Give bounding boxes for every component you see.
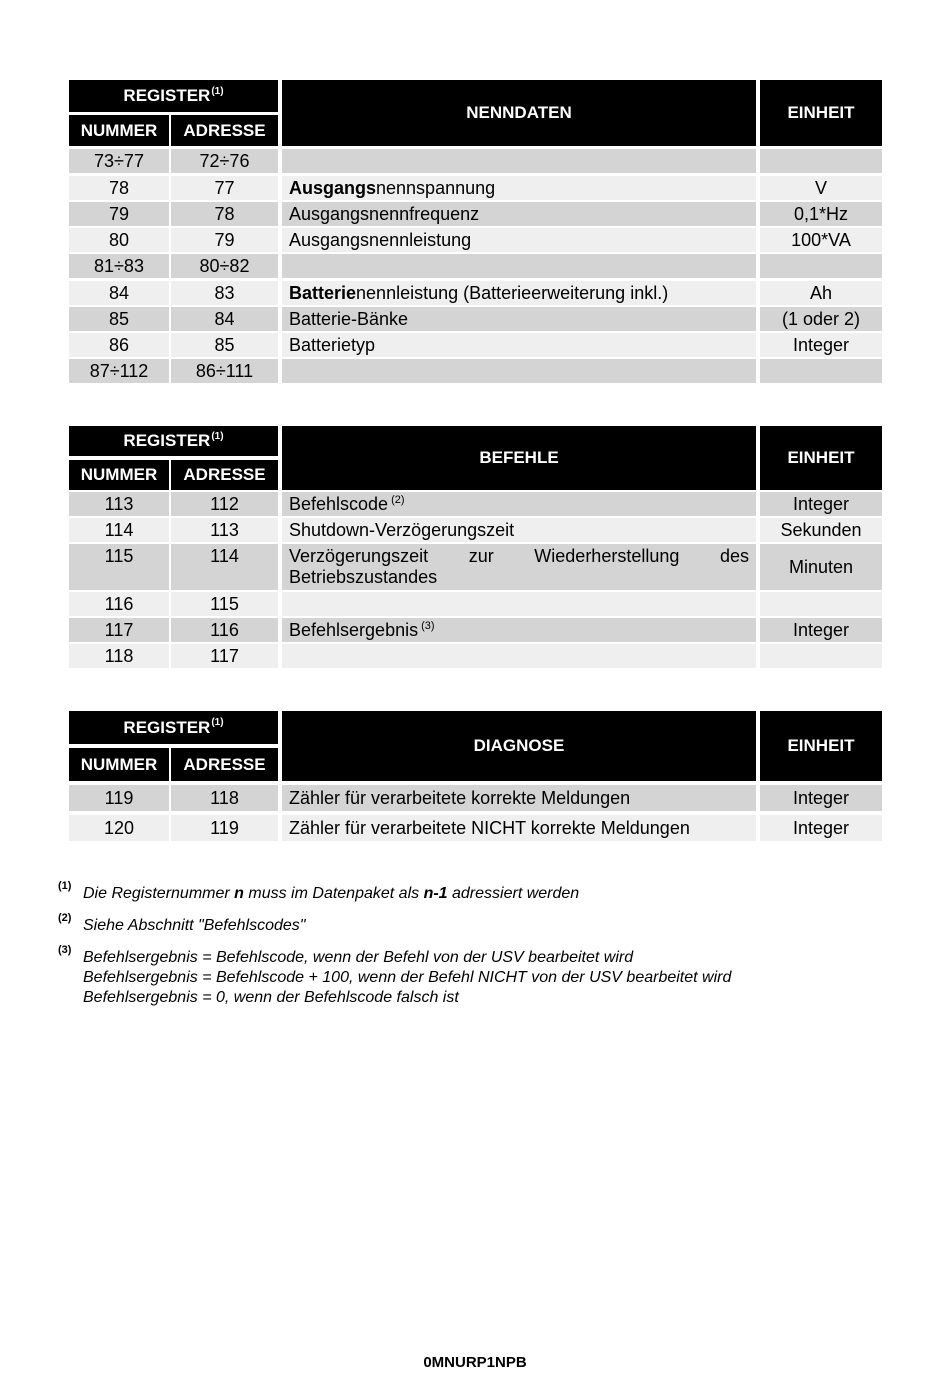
register-address xyxy=(171,785,278,811)
unit xyxy=(760,785,882,811)
description xyxy=(282,815,756,841)
register-address-text: 119 xyxy=(210,817,239,838)
register-address-text: 80÷82 xyxy=(199,255,250,276)
description-text: Zähler für verarbeitete korrekte Meldungen xyxy=(289,787,631,808)
register-number xyxy=(69,518,169,542)
register-address-text: 78 xyxy=(214,203,235,224)
footnote-reference: (3) xyxy=(421,620,435,632)
register-number xyxy=(69,618,169,642)
register-address-text: 83 xyxy=(214,282,235,303)
einheit-label: EINHEIT xyxy=(787,103,855,122)
register-address-text: 86÷111 xyxy=(195,360,254,381)
adresse-label: ADRESSE xyxy=(183,120,266,140)
unit xyxy=(760,492,882,516)
unit-text: Integer xyxy=(792,817,850,838)
register-number-text: 87÷112 xyxy=(89,360,149,381)
register-number xyxy=(69,592,169,616)
footnote-mark: (2) xyxy=(58,912,72,924)
description xyxy=(282,518,756,542)
register-address xyxy=(171,644,278,668)
description-text: Shutdown-Verzögerungszeit xyxy=(289,519,515,540)
register-address xyxy=(171,815,278,841)
adresse-header xyxy=(171,748,278,781)
description: Verzögerungszeit zur Wiederherstellung des Betriebszustandes xyxy=(282,544,756,590)
nummer-header xyxy=(69,115,169,146)
register-header xyxy=(69,426,278,456)
register-footnote-mark: (1) xyxy=(211,430,224,442)
adresse-header xyxy=(171,115,278,146)
unit xyxy=(760,644,882,668)
unit xyxy=(760,228,882,252)
description-text: Befehlscode xyxy=(289,493,389,514)
register-number-text: 114 xyxy=(104,519,134,540)
unit-text: Minuten xyxy=(788,556,854,577)
register-number-text: 113 xyxy=(104,493,134,514)
register-number-text: 84 xyxy=(108,282,130,303)
register-address-text: 79 xyxy=(214,229,235,250)
register-address-text: 116 xyxy=(210,619,239,640)
unit xyxy=(760,333,882,357)
register-number xyxy=(69,254,169,278)
register-address-text: 118 xyxy=(210,787,239,808)
register-address xyxy=(171,228,278,252)
register-address xyxy=(171,202,278,226)
einheit-header xyxy=(760,80,882,146)
description xyxy=(282,785,756,811)
footnote-text: Siehe Abschnitt "Befehlscodes" xyxy=(83,917,306,934)
register-header xyxy=(69,711,278,744)
register-address xyxy=(171,281,278,305)
register-address xyxy=(171,592,278,616)
footnote-text: adressiert werden xyxy=(447,885,580,902)
unit xyxy=(760,202,882,226)
register-address xyxy=(171,544,278,590)
description-emphasis: Batterie xyxy=(289,282,357,303)
register-number xyxy=(69,785,169,811)
unit-text: Integer xyxy=(792,619,850,640)
footnotes xyxy=(58,880,878,1016)
description xyxy=(282,228,756,252)
table-row xyxy=(69,544,882,590)
register-address-text: 85 xyxy=(214,334,235,355)
register-address xyxy=(171,518,278,542)
unit-text: Sekunden xyxy=(780,519,862,540)
register-number-text: 81÷83 xyxy=(94,255,144,276)
register-number xyxy=(69,281,169,305)
table-row xyxy=(69,785,882,811)
description xyxy=(282,202,756,226)
unit xyxy=(760,176,882,200)
table-row xyxy=(69,281,882,305)
description xyxy=(282,644,756,668)
register-address xyxy=(171,176,278,200)
footnote-text: muss im Datenpaket als xyxy=(243,885,424,902)
unit-text: V xyxy=(814,177,827,198)
register-address-text: 84 xyxy=(214,308,235,329)
document-code: 0MNURP1NPB xyxy=(423,1354,527,1371)
register-number xyxy=(69,307,169,331)
register-label: REGISTER xyxy=(123,86,211,105)
register-label: REGISTER xyxy=(123,431,211,450)
footnote-text: Befehlsergebnis = Befehlscode, wenn der Befehl von der USV bearbeitet wird xyxy=(83,949,634,966)
unit xyxy=(760,592,882,616)
table-row xyxy=(69,149,882,173)
register-number-text: 78 xyxy=(108,177,130,198)
footnote-reference: (2) xyxy=(391,494,405,506)
nummer-label: NUMMER xyxy=(80,120,158,140)
adresse-label: ADRESSE xyxy=(183,754,266,774)
register-number xyxy=(69,149,169,173)
table-row xyxy=(69,618,882,642)
register-number xyxy=(69,359,169,383)
description-text: Befehlsergebnis xyxy=(289,619,419,640)
register-number-text: 115 xyxy=(104,546,134,566)
einheit-header xyxy=(760,426,882,490)
register-address xyxy=(171,333,278,357)
table-row xyxy=(69,307,882,331)
footnote-3 xyxy=(58,944,878,1008)
register-address xyxy=(171,307,278,331)
description-text: nennspannung xyxy=(376,177,496,198)
befehle-label: BEFEHLE xyxy=(479,448,559,467)
register-footnote-mark: (1) xyxy=(211,85,224,97)
register-address-text: 114 xyxy=(210,546,239,566)
description-text: Ausgangsnennleistung xyxy=(289,229,472,250)
description xyxy=(282,592,756,616)
footnote-mark: (3) xyxy=(58,944,72,956)
unit xyxy=(760,281,882,305)
diagnose-header xyxy=(282,711,756,781)
register-number xyxy=(69,644,169,668)
register-number-text: 80 xyxy=(108,229,130,250)
nummer-header xyxy=(69,748,169,781)
unit xyxy=(760,518,882,542)
table-row xyxy=(69,333,882,357)
register-number xyxy=(69,333,169,357)
nummer-label: NUMMER xyxy=(80,465,158,484)
register-number xyxy=(69,176,169,200)
description xyxy=(282,176,756,200)
register-number xyxy=(69,544,169,590)
register-number xyxy=(69,202,169,226)
nummer-label: NUMMER xyxy=(80,754,158,774)
register-address xyxy=(171,492,278,516)
register-address-text: 72÷76 xyxy=(199,150,250,171)
nenndaten-header xyxy=(282,80,756,146)
table-row xyxy=(69,254,882,278)
register-address xyxy=(171,149,278,173)
unit-text: Ah xyxy=(809,282,833,303)
einheit-header xyxy=(760,711,882,781)
table-row xyxy=(69,592,882,616)
description-text: nennleistung (Batterieerweiterung inkl.) xyxy=(356,282,669,303)
register-address-text: 117 xyxy=(210,645,239,666)
footnote-1 xyxy=(58,880,878,904)
table-row xyxy=(69,176,882,200)
description xyxy=(282,254,756,278)
befehle-header xyxy=(282,426,756,490)
register-label: REGISTER xyxy=(123,717,211,737)
table-row xyxy=(69,644,882,668)
footnote-text: Befehlsergebnis = Befehlscode + 100, wenn der Befehl NICHT von der USV bearbeitet wird xyxy=(83,969,732,986)
unit xyxy=(760,149,882,173)
einheit-label: EINHEIT xyxy=(787,736,855,755)
table-row xyxy=(69,228,882,252)
description xyxy=(282,149,756,173)
register-number-text: 120 xyxy=(103,817,135,838)
register-number-text: 86 xyxy=(108,334,130,355)
register-address xyxy=(171,359,278,383)
table-row xyxy=(69,518,882,542)
nummer-header xyxy=(69,460,169,490)
register-address xyxy=(171,254,278,278)
table-row xyxy=(69,492,882,516)
unit-text: Integer xyxy=(792,334,850,355)
unit xyxy=(760,254,882,278)
description-emphasis: Ausgangs xyxy=(289,177,377,198)
unit xyxy=(760,815,882,841)
register-number-text: 117 xyxy=(104,619,134,640)
footnote-emphasis: n xyxy=(234,885,244,902)
register-number-text: 118 xyxy=(104,645,134,666)
register-number-text: 73÷77 xyxy=(94,150,144,171)
table-row xyxy=(69,359,882,383)
unit xyxy=(760,307,882,331)
table-row xyxy=(69,815,882,841)
footnote-text: Die Registernummer xyxy=(83,885,235,902)
description xyxy=(282,307,756,331)
footnote-mark: (1) xyxy=(58,880,72,892)
unit xyxy=(760,359,882,383)
unit xyxy=(760,618,882,642)
einheit-label: EINHEIT xyxy=(787,448,855,467)
nenndaten-label: NENNDATEN xyxy=(466,103,572,122)
register-number-text: 116 xyxy=(104,593,134,614)
unit-text: (1 oder 2) xyxy=(781,308,861,329)
register-address-text: 112 xyxy=(210,493,239,514)
description xyxy=(282,281,756,305)
footnote-2 xyxy=(58,912,878,936)
unit xyxy=(760,544,882,590)
description-text: Ausgangsnennfrequenz xyxy=(289,203,480,224)
register-number-text: 119 xyxy=(104,787,134,808)
unit-text: Integer xyxy=(792,787,850,808)
register-footnote-mark: (1) xyxy=(211,717,224,728)
description xyxy=(282,492,756,516)
register-header xyxy=(69,80,278,112)
unit-text: 0,1*Hz xyxy=(793,203,849,224)
description xyxy=(282,618,756,642)
register-number xyxy=(69,492,169,516)
description-text: Batterie-Bänke xyxy=(289,308,409,329)
register-number xyxy=(69,228,169,252)
adresse-label: ADRESSE xyxy=(183,465,266,484)
description-text: Batterietyp xyxy=(289,334,376,355)
register-address-text: 113 xyxy=(210,519,239,540)
description xyxy=(282,333,756,357)
register-address xyxy=(171,618,278,642)
footnote-emphasis: n-1 xyxy=(423,885,448,902)
register-number-text: 79 xyxy=(108,203,130,224)
register-number xyxy=(69,815,169,841)
adresse-header xyxy=(171,460,278,490)
diagnose-label: DIAGNOSE xyxy=(473,736,565,755)
table-row xyxy=(69,202,882,226)
unit-text: 100*VA xyxy=(791,229,851,250)
description-text: Zähler für verarbeitete NICHT korrekte Meldungen xyxy=(289,817,690,838)
footnote-text: Befehlsergebnis = 0, wenn der Befehlscode falsch ist xyxy=(83,989,459,1006)
register-number-text: 85 xyxy=(108,308,130,329)
unit-text: Integer xyxy=(792,493,850,514)
description xyxy=(282,359,756,383)
register-address-text: 115 xyxy=(210,593,239,614)
register-address-text: 77 xyxy=(214,177,235,198)
